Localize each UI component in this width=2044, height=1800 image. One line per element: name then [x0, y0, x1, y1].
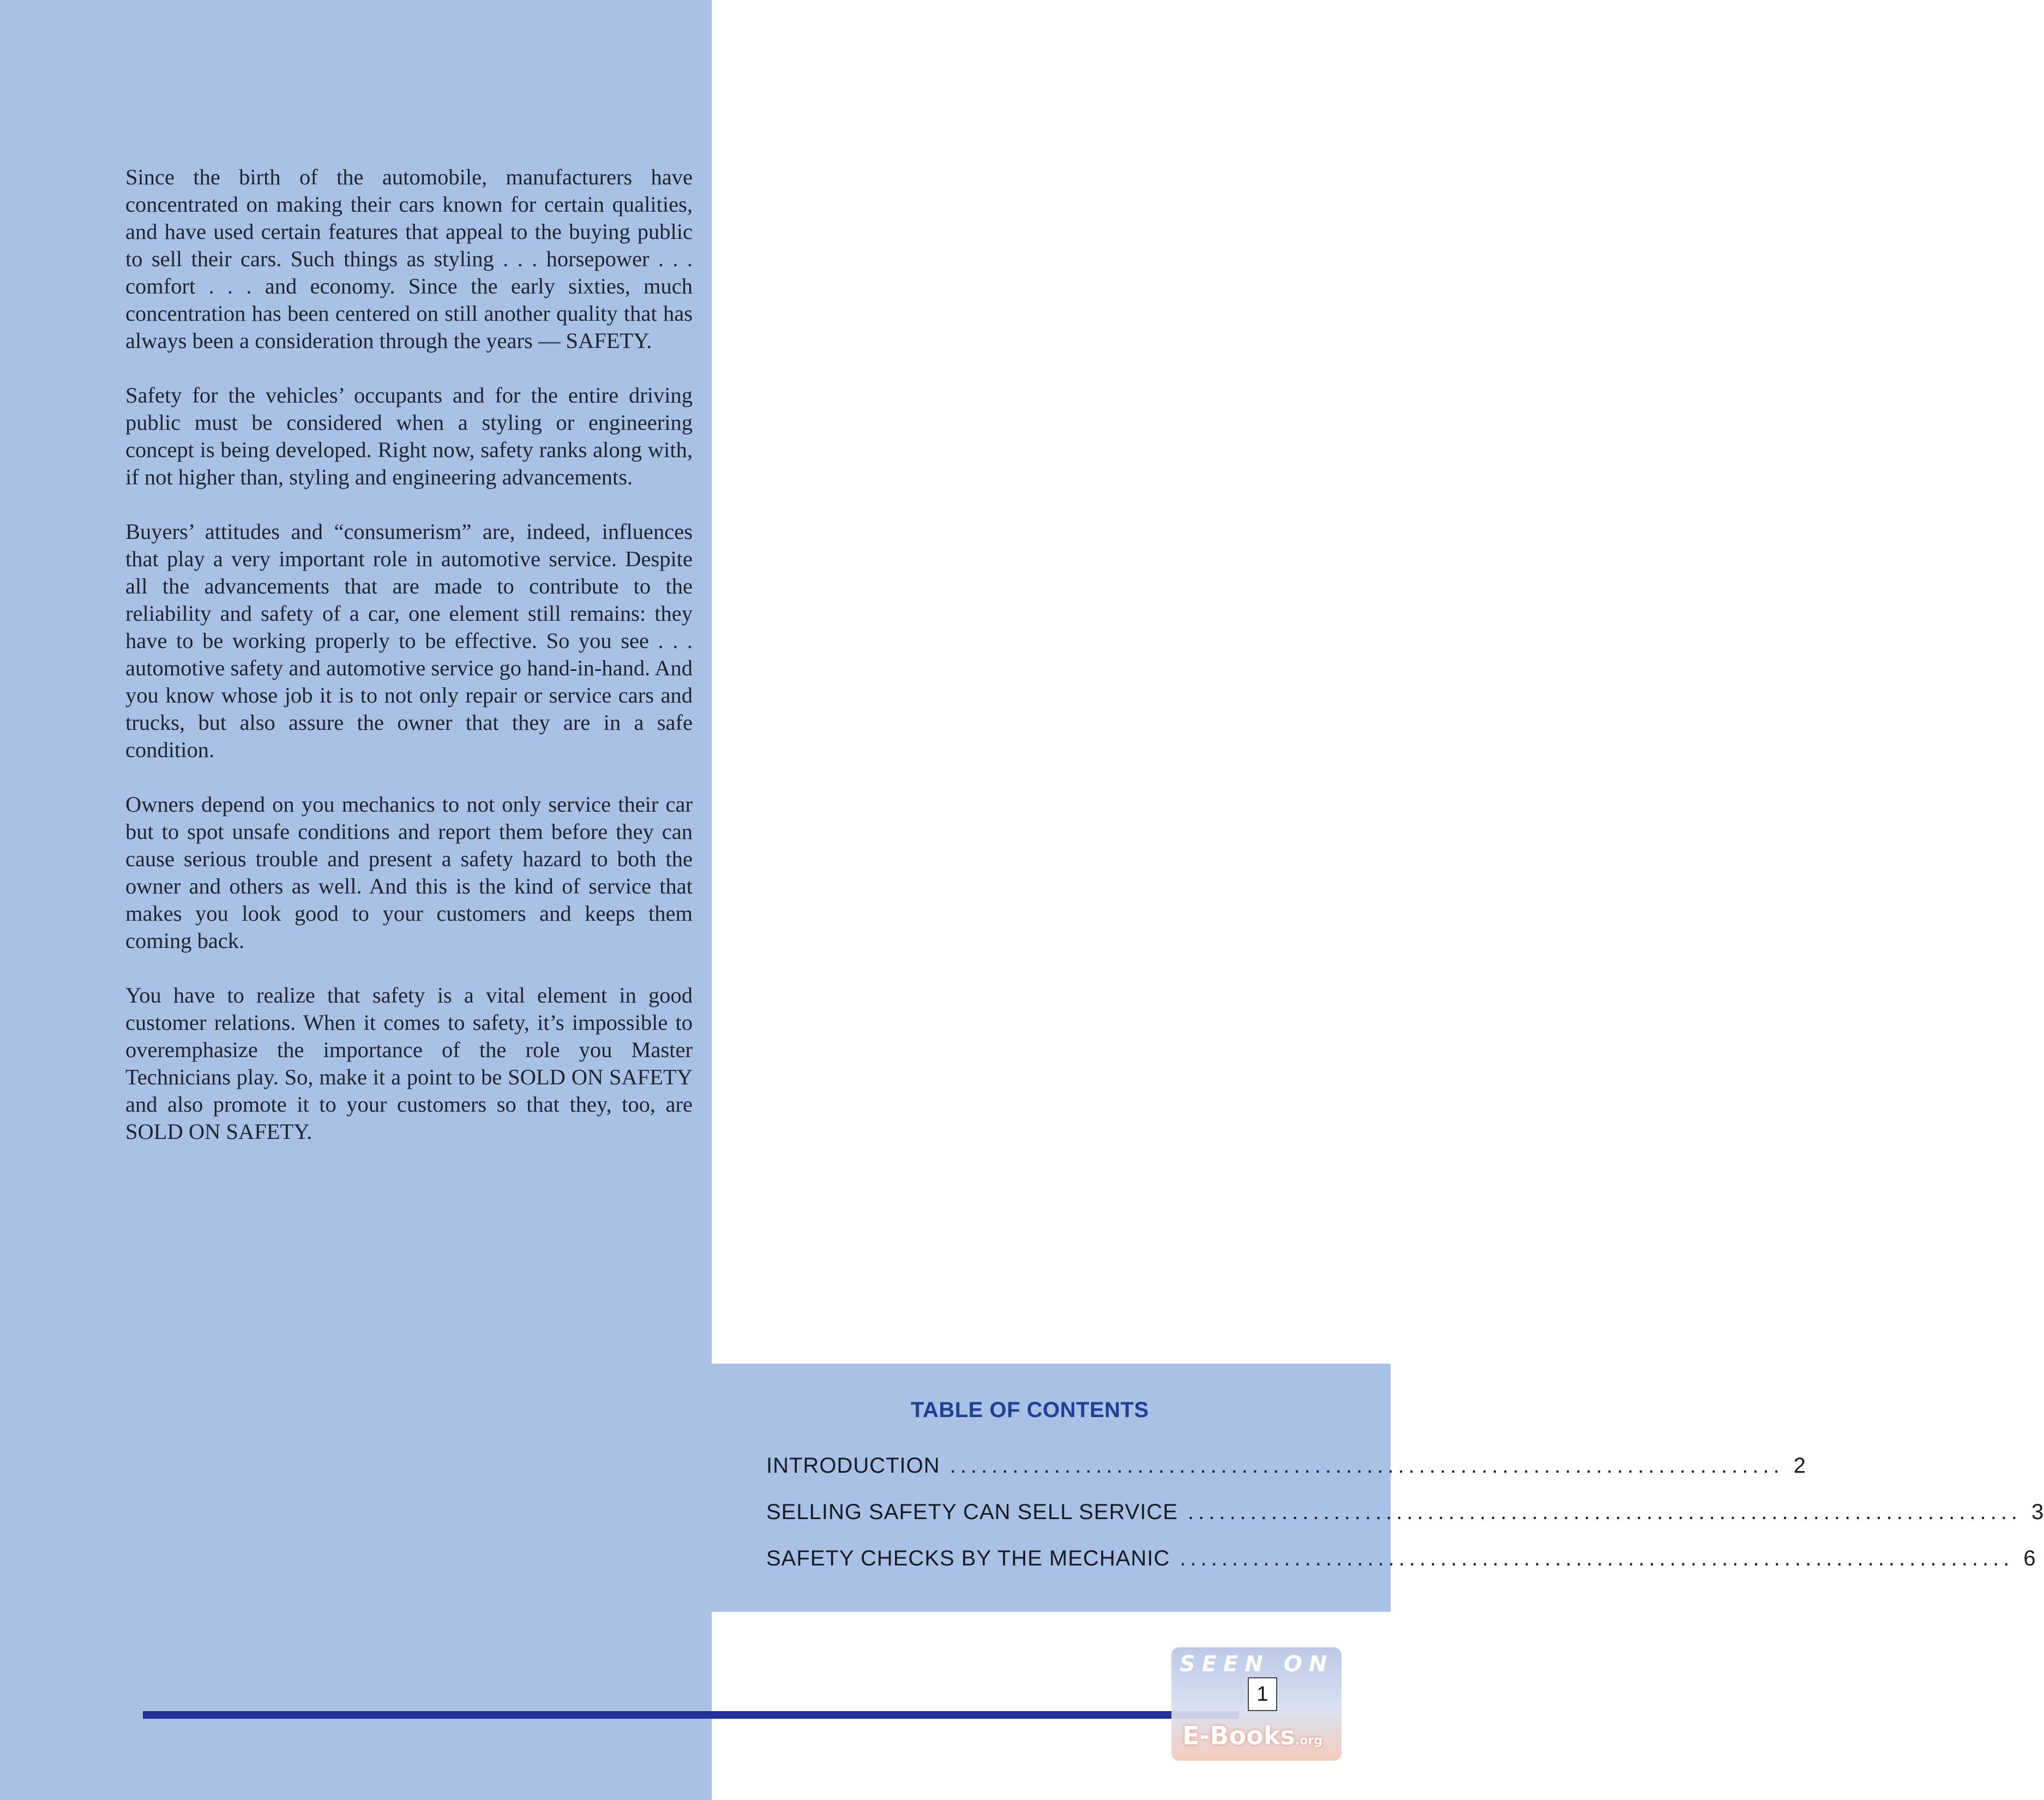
logo-top-text: SEEN ON	[1179, 1652, 1334, 1677]
table-of-contents	[766, 1454, 2044, 1593]
toc-leader-dots: ................................................................................	[1180, 1546, 2014, 1570]
intro-text	[125, 164, 693, 1173]
intro-paragraph-3: Buyers’ attitudes and “consumerism” are, indeed, influences that play a very important role in automotive service. Despite all the advancements that are made to contribute to the reliability and safety of a car, one element still remains: they have to be working properly to be effective. So you see . . . automotive safety and automotive service go hand-in-hand. And you know whose job it is to not only repair or service cars and trucks, but also assure the owner that they are in a safe condition.	[125, 519, 693, 762]
logo-suffix: .org	[1295, 1734, 1322, 1748]
toc-entry-page: 6	[2023, 1546, 2036, 1570]
toc-entry-safety-checks[interactable]	[766, 1546, 2036, 1593]
toc-entry-label: INTRODUCTION	[766, 1454, 940, 1478]
toc-leader-dots: ................................................................................	[1187, 1500, 2022, 1524]
page-number: 1	[1248, 1677, 1277, 1711]
toc-leader-dots: ................................................................................	[949, 1454, 1784, 1478]
intro-paragraph-4: Owners depend on you mechanics to not only service their car but to spot unsafe conditions and report them before they can cause serious trouble and present a safety hazard to both the owner and others as well. And this is the kind of service that makes you look good to your customers and keeps them coming back.	[125, 792, 693, 953]
toc-entry-label: SELLING SAFETY CAN SELL SERVICE	[766, 1500, 1178, 1524]
toc-entry-selling-safety[interactable]	[766, 1500, 2044, 1546]
toc-entry-page: 3	[2031, 1500, 2044, 1524]
footer-rule	[143, 1711, 1239, 1719]
toc-entry-label: SAFETY CHECKS BY THE MECHANIC	[766, 1546, 1170, 1570]
toc-entry-page: 2	[1793, 1454, 1806, 1478]
intro-paragraph-2: Safety for the vehicles’ occupants and for the entire driving public must be considered when a styling or engineering concept is being developed. Right now, safety ranks along with, if not higher than, styling and engineering advancements.	[125, 383, 693, 489]
logo-bottom-text	[1182, 1721, 1322, 1750]
intro-paragraph-5: You have to realize that safety is a vital element in good customer relations. When it comes to safety, it’s impossible to overemphasize the importance of the role you Master Technicians play. So, make it a point to be SOLD ON SAFETY and also promote it to your customers so that they, too, are SOLD ON SAFETY.	[125, 983, 693, 1144]
toc-entry-introduction[interactable]	[766, 1454, 1806, 1500]
toc-title: TABLE OF CONTENTS	[911, 1398, 1149, 1422]
logo-bottom-word: E-Books	[1182, 1721, 1295, 1750]
intro-paragraph-1: Since the birth of the automobile, manufacturers have concentrated on making their cars known for certain qualities, and have used certain features that appeal to the buying public to sell their cars. Such things as styling . . . horsepower . . . comfort . . . and economy. Since the early sixties, much concentration has been centered on still another quality that has always been a consideration through the years — SAFETY.	[125, 165, 693, 353]
